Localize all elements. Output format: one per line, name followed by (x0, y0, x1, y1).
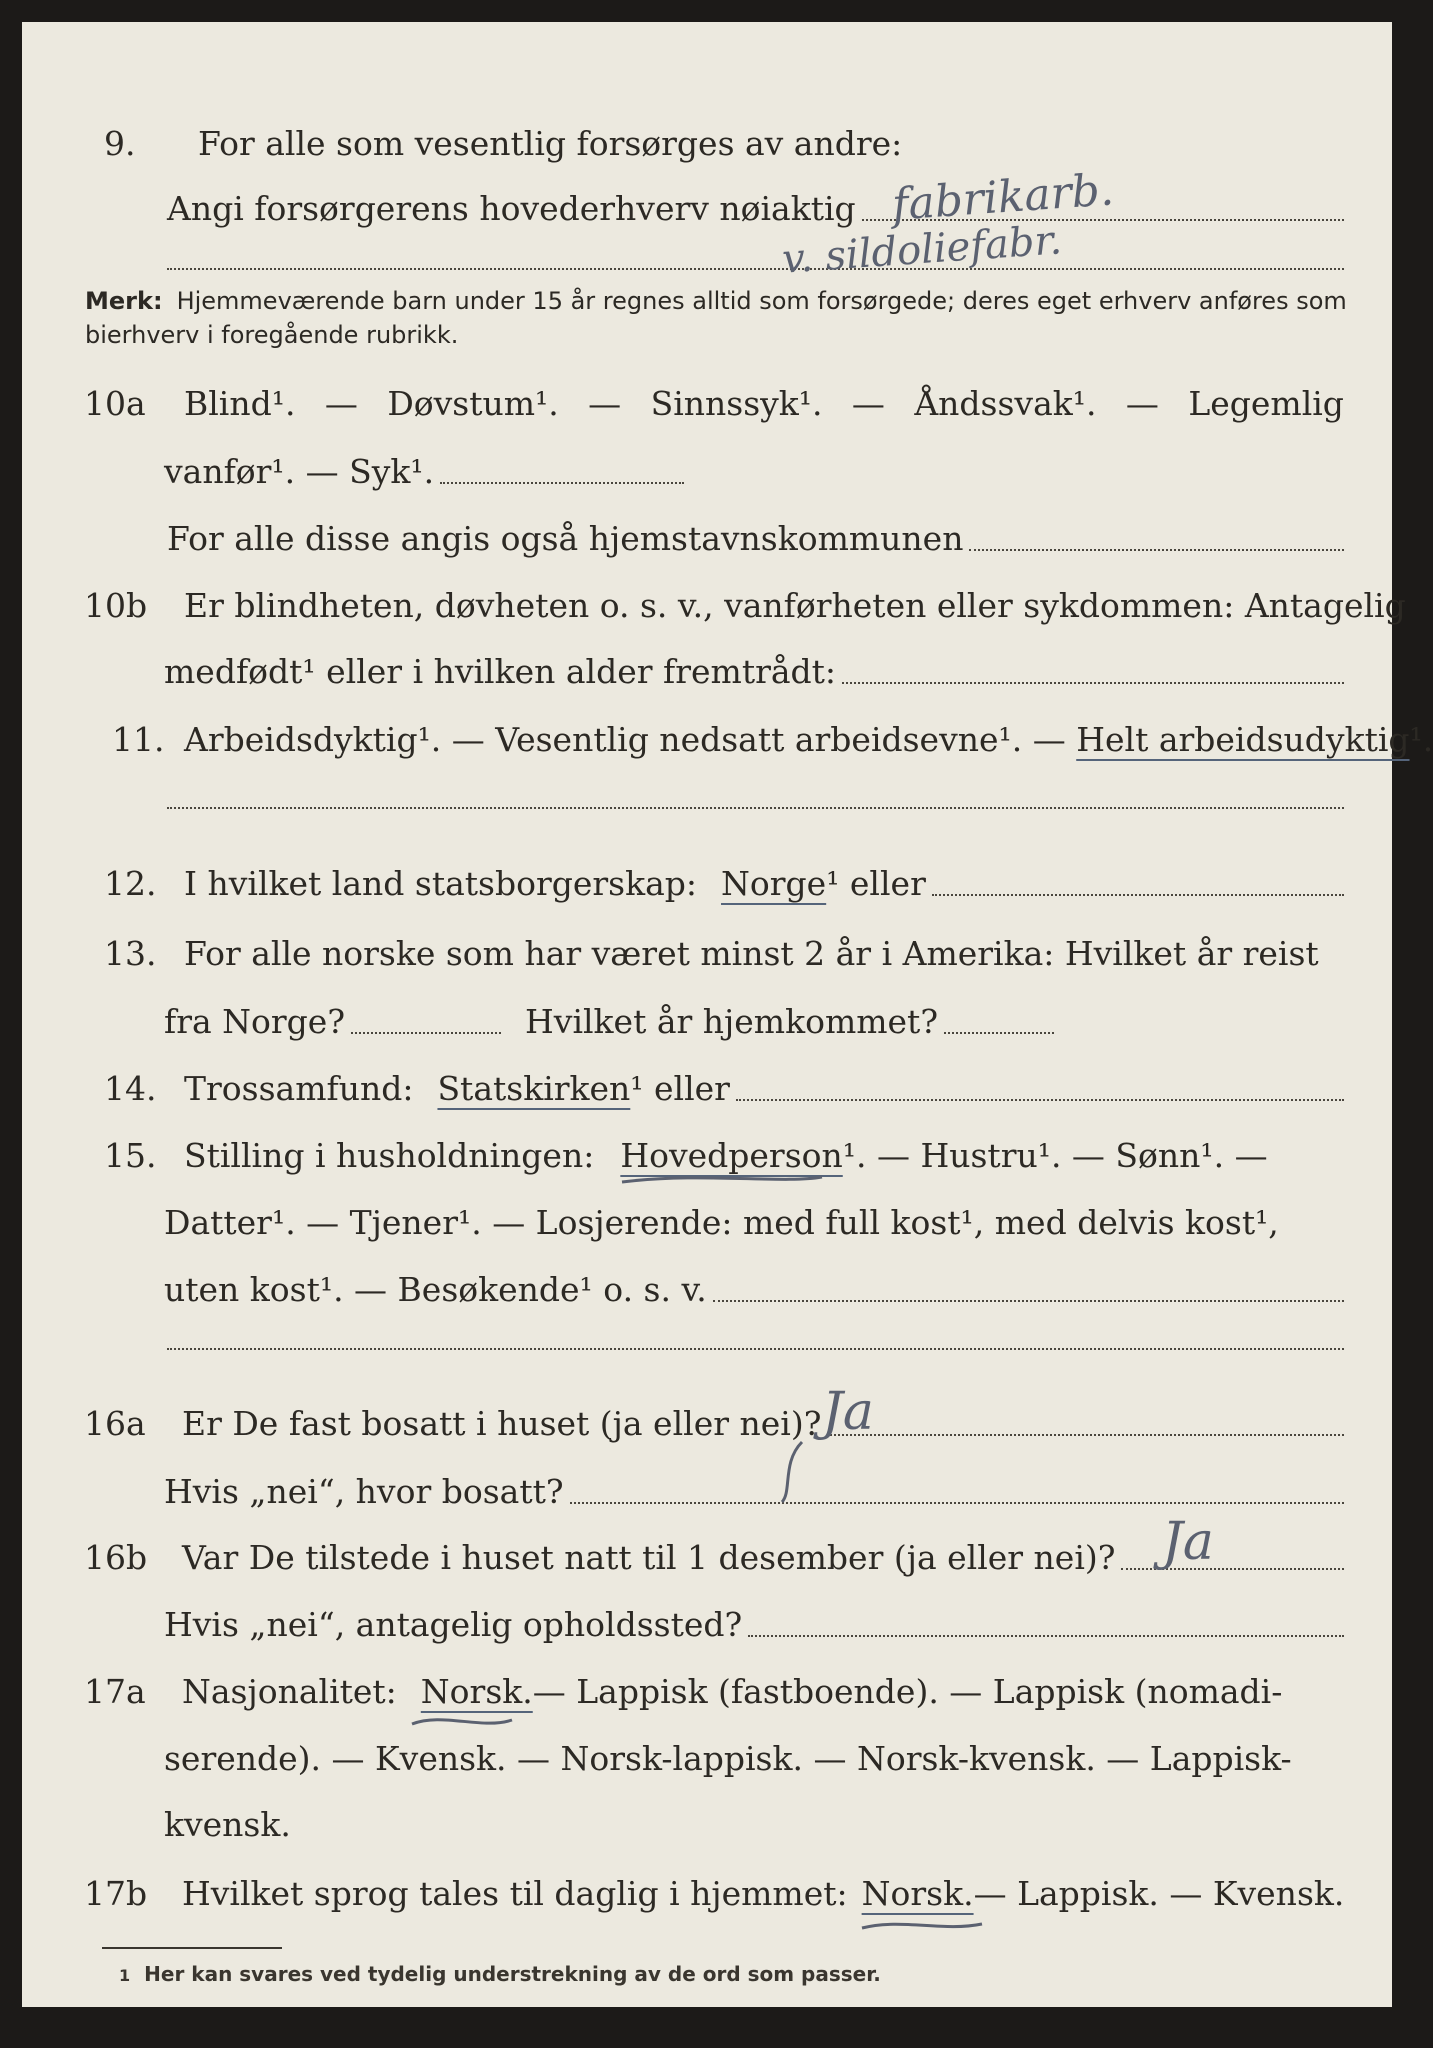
q10b-line2 (164, 652, 1344, 692)
q14-question-end: ¹ eller (630, 1069, 730, 1108)
q10a-option-word: — (324, 384, 358, 423)
q16a-number: 16a (84, 1404, 146, 1443)
q16a-prompt: Hvis „nei“, hvor bosatt? (164, 1472, 564, 1511)
q10a-option-word: Sinnssyk¹. (650, 384, 823, 423)
q15-options: ¹. — Hustru¹. — Sønn¹. — (842, 1136, 1268, 1175)
q11-options-text: Arbeidsdyktig¹. — Vesentlig nedsatt arbeidsevne¹. — (184, 720, 1077, 759)
q16b-line1 (22, 1538, 1344, 1578)
q16b-prompt: Hvis „nei“, antagelig opholdssted? (164, 1605, 743, 1644)
q11-number: 11. (112, 720, 165, 759)
q14-number: 14. (104, 1069, 157, 1108)
q13-prompt-left: fra Norge? (164, 1002, 346, 1041)
q13-question: For alle norske som har været minst 2 år i Amerika: Hvilket år reist (184, 934, 1319, 973)
q14-question: Trossamfund: (184, 1069, 414, 1108)
census-form-page (22, 22, 1433, 2007)
q17a-underlined-answer: Norsk. (420, 1672, 533, 1711)
footnote-mark: 1 (119, 1966, 131, 1985)
q15-answer-line[interactable] (713, 1300, 1344, 1302)
q12-number: 12. (104, 864, 157, 903)
q10b-question: Er blindheten, døvheten o. s. v., vanførheten eller sykdommen: Antagelig (184, 586, 1406, 625)
q16b-answer-line[interactable] (1121, 1568, 1344, 1570)
q9-answer-line-2[interactable] (167, 268, 1344, 270)
q13-return-year-line[interactable] (944, 1032, 1054, 1034)
q16b-whereabouts-line[interactable] (748, 1635, 1344, 1637)
q16a-residence-line[interactable] (570, 1502, 1344, 1504)
ink-norsk-17b-underline (862, 1924, 982, 1928)
q9-handwritten-answer-1: fabrikarb. (890, 164, 1116, 231)
q16a-question: Er De fast bosatt i huset (ja eller nei)? (182, 1404, 822, 1443)
q10a-prompt: For alle disse angis også hjemstavnskommunen (167, 519, 964, 558)
q15-line3 (164, 1270, 1344, 1310)
q10a-option-word: — (588, 384, 622, 423)
q12-question-end: ¹ eller (826, 864, 926, 903)
q15-question: Stilling i husholdningen: (184, 1136, 595, 1175)
q16a-handwritten-answer: Ja (822, 1382, 874, 1442)
merk-label: Merk: (85, 287, 163, 315)
q11-line (22, 720, 1433, 760)
q10a-line2 (164, 452, 684, 492)
ink-hovedperson-underline (622, 1177, 822, 1182)
q11-underlined-answer: Helt arbeidsudyktig (1076, 720, 1410, 759)
q9-line2 (167, 189, 1344, 229)
q13-number: 13. (104, 934, 157, 973)
q10a-answer-line[interactable] (440, 482, 684, 484)
q16b-handwritten-answer: Ja (1162, 1512, 1214, 1572)
q17a-question: Nasjonalitet: (182, 1672, 397, 1711)
merk-note (85, 284, 1355, 352)
q17a-options: — Lappisk (fastboende). — Lappisk (nomadi- (532, 1672, 1283, 1711)
q9-question: For alle som vesentlig forsørges av andre: (198, 124, 903, 163)
q17a-line3 (164, 1805, 1344, 1845)
q17b-question: Hvilket sprog tales til daglig i hjemmet: (182, 1874, 848, 1913)
q13-line2 (164, 1002, 1054, 1042)
q10b-prompt: medfødt¹ eller i hvilken alder fremtrådt: (164, 652, 837, 691)
q16a-line1 (22, 1404, 1344, 1444)
q16a-answer-line[interactable] (827, 1434, 1344, 1436)
ink-norsk-underline (412, 1720, 512, 1724)
footnote-divider (102, 1947, 282, 1949)
q12-answer-line[interactable] (932, 894, 1344, 896)
q10b-number: 10b (84, 586, 148, 625)
q12-question: I hvilket land statsborgerskap: (184, 864, 698, 903)
q15-line1 (22, 1136, 1344, 1176)
q9-handwritten-answer-2: v. sildoliefabr. (780, 217, 1064, 283)
q14-answer-line[interactable] (736, 1099, 1344, 1101)
q10a-option-word: Døvstum¹. (387, 384, 559, 423)
q15-options-2: Datter¹. — Tjener¹. — Losjerende: med full kost¹, med delvis kost¹, (164, 1203, 1279, 1242)
q17b-number: 17b (84, 1874, 148, 1913)
q10a-option-word: Legemlig (1188, 384, 1344, 423)
q10a-line3 (167, 519, 1344, 559)
q17b-line (22, 1874, 1344, 1914)
q17a-line2 (164, 1739, 1344, 1779)
q9-line1 (22, 124, 1344, 164)
q10a-option-word: — (1125, 384, 1159, 423)
q10a-line1 (22, 384, 1344, 424)
q10a-number: 10a (84, 384, 146, 423)
q16a-line2 (164, 1472, 1344, 1512)
q17b-underlined-answer: Norsk. (861, 1874, 974, 1913)
q11-answer-line[interactable] (167, 807, 1344, 809)
q10b-answer-line[interactable] (842, 682, 1344, 684)
q14-underlined-answer: Statskirken (437, 1069, 631, 1108)
q10a-options-2: vanfør¹. — Syk¹. (164, 452, 435, 491)
q15-line2 (164, 1203, 1344, 1243)
q17a-number: 17a (84, 1672, 146, 1711)
q15-answer-line-2[interactable] (167, 1348, 1344, 1350)
q13-prompt-return: Hvilket år hjemkommet? (525, 1002, 939, 1041)
q17b-options: — Lappisk. — Kvensk. (973, 1874, 1345, 1913)
q15-underlined-answer: Hovedperson (620, 1136, 843, 1175)
q11-options-end: ¹. (1409, 720, 1433, 759)
q13-line1 (22, 934, 1344, 974)
q10a-options (184, 384, 1344, 424)
q14-line (22, 1069, 1344, 1109)
q11-options (184, 720, 1433, 760)
q15-options-3: uten kost¹. — Besøkende¹ o. s. v. (164, 1270, 707, 1309)
q10a-option-word: Blind¹. (184, 384, 296, 423)
q10a-option-word: Åndssvak¹. (914, 384, 1097, 423)
q17a-options-2: serende). — Kvensk. — Norsk-lappisk. — Norsk-kvensk. — Lappisk- (164, 1739, 1292, 1778)
q17a-line1 (22, 1672, 1344, 1712)
q17a-options-3: kvensk. (164, 1805, 291, 1844)
q15-number: 15. (104, 1136, 157, 1175)
q16b-line2 (164, 1605, 1344, 1645)
q12-line (22, 864, 1344, 904)
q16b-question: Var De tilstede i huset natt til 1 desember (ja eller nei)? (182, 1538, 1116, 1577)
merk-text: Hjemmeværende barn under 15 år regnes alltid som forsørgede; deres eget erhverv anføres som bierhverv i foregående rubrikk. (85, 287, 1347, 349)
q12-underlined-answer: Norge (721, 864, 827, 903)
footnote (119, 1962, 881, 1986)
q10a-option-word: — (851, 384, 885, 423)
q9-number: 9. (104, 124, 136, 163)
footnote-text: Her kan svares ved tydelig understrekning av de ord som passer. (144, 1962, 881, 1986)
q16b-number: 16b (84, 1538, 148, 1577)
q9-prompt: Angi forsørgerens hovederhverv nøiaktig (167, 189, 856, 228)
q13-left-year-line[interactable] (351, 1032, 501, 1034)
q10b-line1 (22, 586, 1406, 626)
q10a-home-municipality-line[interactable] (969, 549, 1344, 551)
